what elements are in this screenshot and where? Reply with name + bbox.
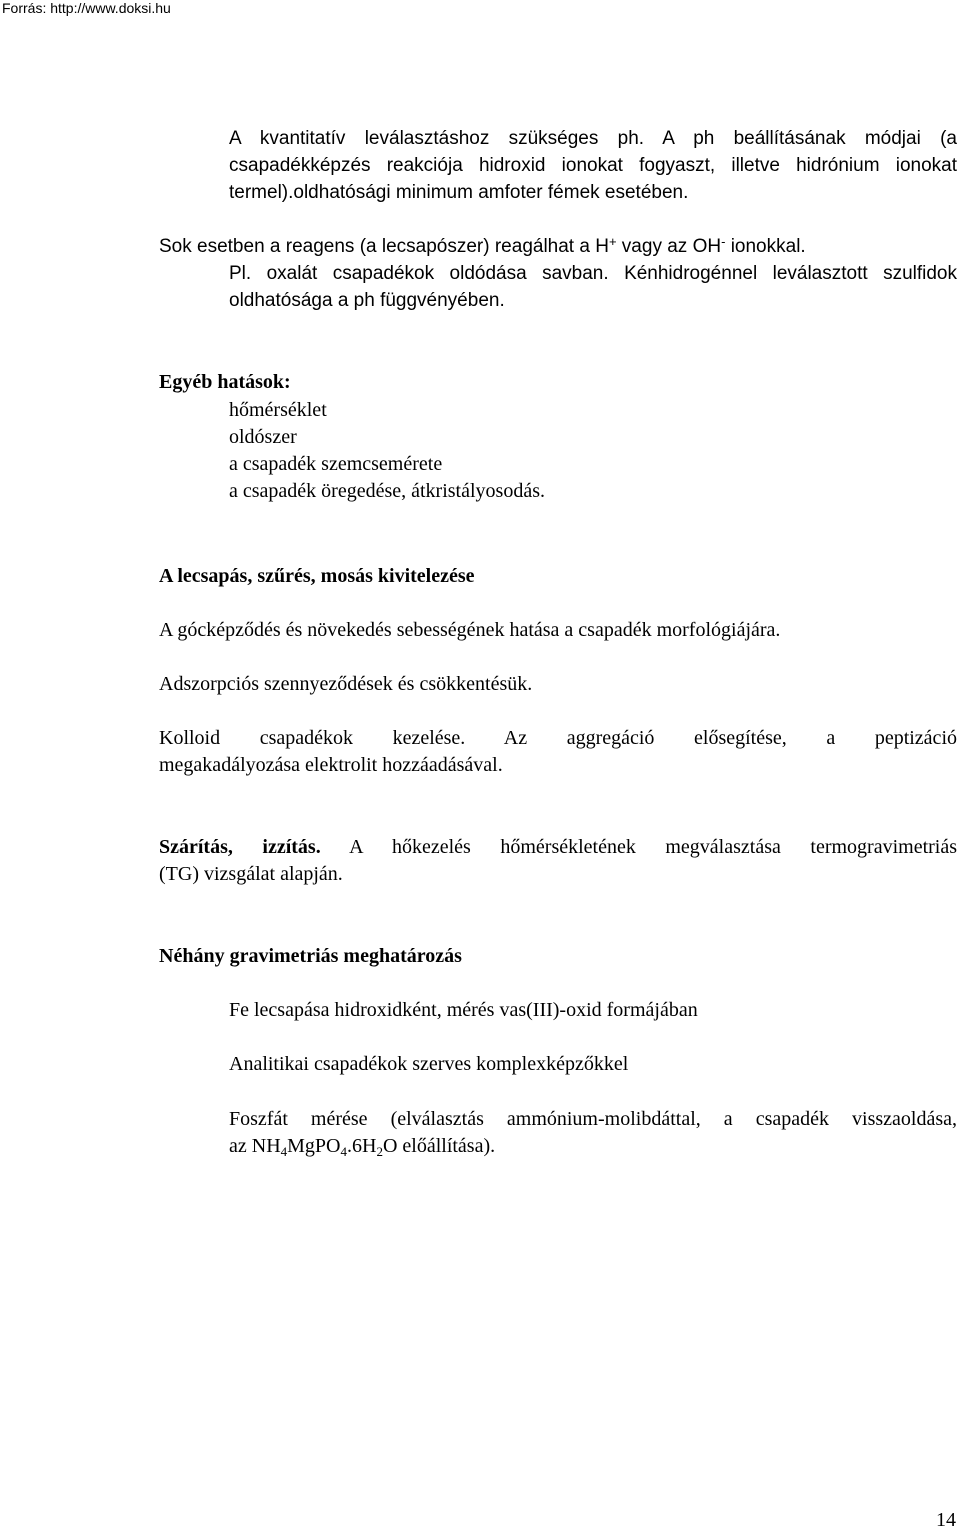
paragraph-line: Szárítás, izzítás. A hőkezelés hőmérsékletének megválasztása termogravimetriás — [159, 836, 958, 858]
source-url: Forrás: http://www.doksi.hu — [2, 0, 171, 16]
list-item: hőmérséklet — [229, 399, 327, 421]
list-item: oldószer — [229, 426, 297, 448]
precipitation-p3 — [159, 725, 957, 779]
section-heading: A lecsapás, szűrés, mosás kivitelezése — [159, 565, 475, 587]
page-number: 14 — [936, 1509, 956, 1531]
other-effects-list — [229, 397, 929, 505]
precipitation-heading-block — [159, 563, 939, 590]
ph-paragraph-line: termel).oldhatósági minimum amfoter fémek esetében. — [229, 182, 689, 203]
list-item: a csapadék öregedése, átkristályosodás. — [229, 480, 545, 502]
section-heading: Néhány gravimetriás meghatározás — [159, 945, 462, 967]
paragraph: Adszorpciós szennyeződések és csökkentésük. — [159, 673, 533, 695]
reagent-line: oldhatósága a ph függvényében. — [229, 290, 505, 311]
paragraph-line: Kolloid csapadékok kezelése. Az aggregáció elősegítése, a peptizáció — [159, 727, 957, 749]
list-item: Analitikai csapadékok szerves komplexképzőkkel — [229, 1053, 629, 1075]
precipitation-p1 — [159, 617, 957, 644]
list-item: a csapadék szemcsemérete — [229, 453, 443, 475]
drying-paragraph — [159, 834, 957, 888]
determination-item-2 — [229, 1051, 957, 1078]
reagent-paragraph-cont — [229, 260, 957, 314]
ph-paragraph — [229, 125, 957, 206]
precipitation-p2 — [159, 671, 957, 698]
determination-item-1 — [229, 997, 957, 1024]
list-item: Fe lecsapása hidroxidként, mérés vas(III)-oxid formájában — [229, 999, 698, 1021]
ph-paragraph-line: csapadékképzés reakciója hidroxid ionokat fogyaszt, illetve hidrónium ionokat — [229, 155, 957, 176]
reagent-line: Sok esetben a reagens (a lecsapószer) reagálhat a H+ vagy az OH- ionokkal. — [159, 234, 806, 257]
paragraph: A gócképződés és növekedés sebességének hatása a csapadék morfológiájára. — [159, 619, 781, 641]
list-item-line: Foszfát mérése (elválasztás ammónium-molibdáttal, a csapadék visszaoldása, — [229, 1108, 957, 1130]
paragraph-line: megakadályozása elektrolit hozzáadásával. — [159, 754, 503, 776]
drying-bold: Szárítás, izzítás. — [159, 836, 321, 858]
other-effects-heading: Egyéb hatások: — [159, 371, 291, 393]
list-item-line: az $NH_4MgPO_4.6H_2O$ előállítása). — [229, 1135, 496, 1159]
reagent-paragraph — [159, 233, 959, 260]
determination-item-3 — [229, 1106, 957, 1160]
other-effects — [159, 369, 919, 396]
ph-paragraph-line: A kvantitatív leválasztáshoz szükséges ph. A ph beállításának módjai (a — [229, 128, 957, 149]
paragraph-line: (TG) vizsgálat alapján. — [159, 863, 343, 885]
reagent-line: Pl. oxalát csapadékok oldódása savban. Kénhidrogénnel leválasztott szulfidok — [229, 263, 957, 284]
determinations-heading-block — [159, 943, 939, 970]
